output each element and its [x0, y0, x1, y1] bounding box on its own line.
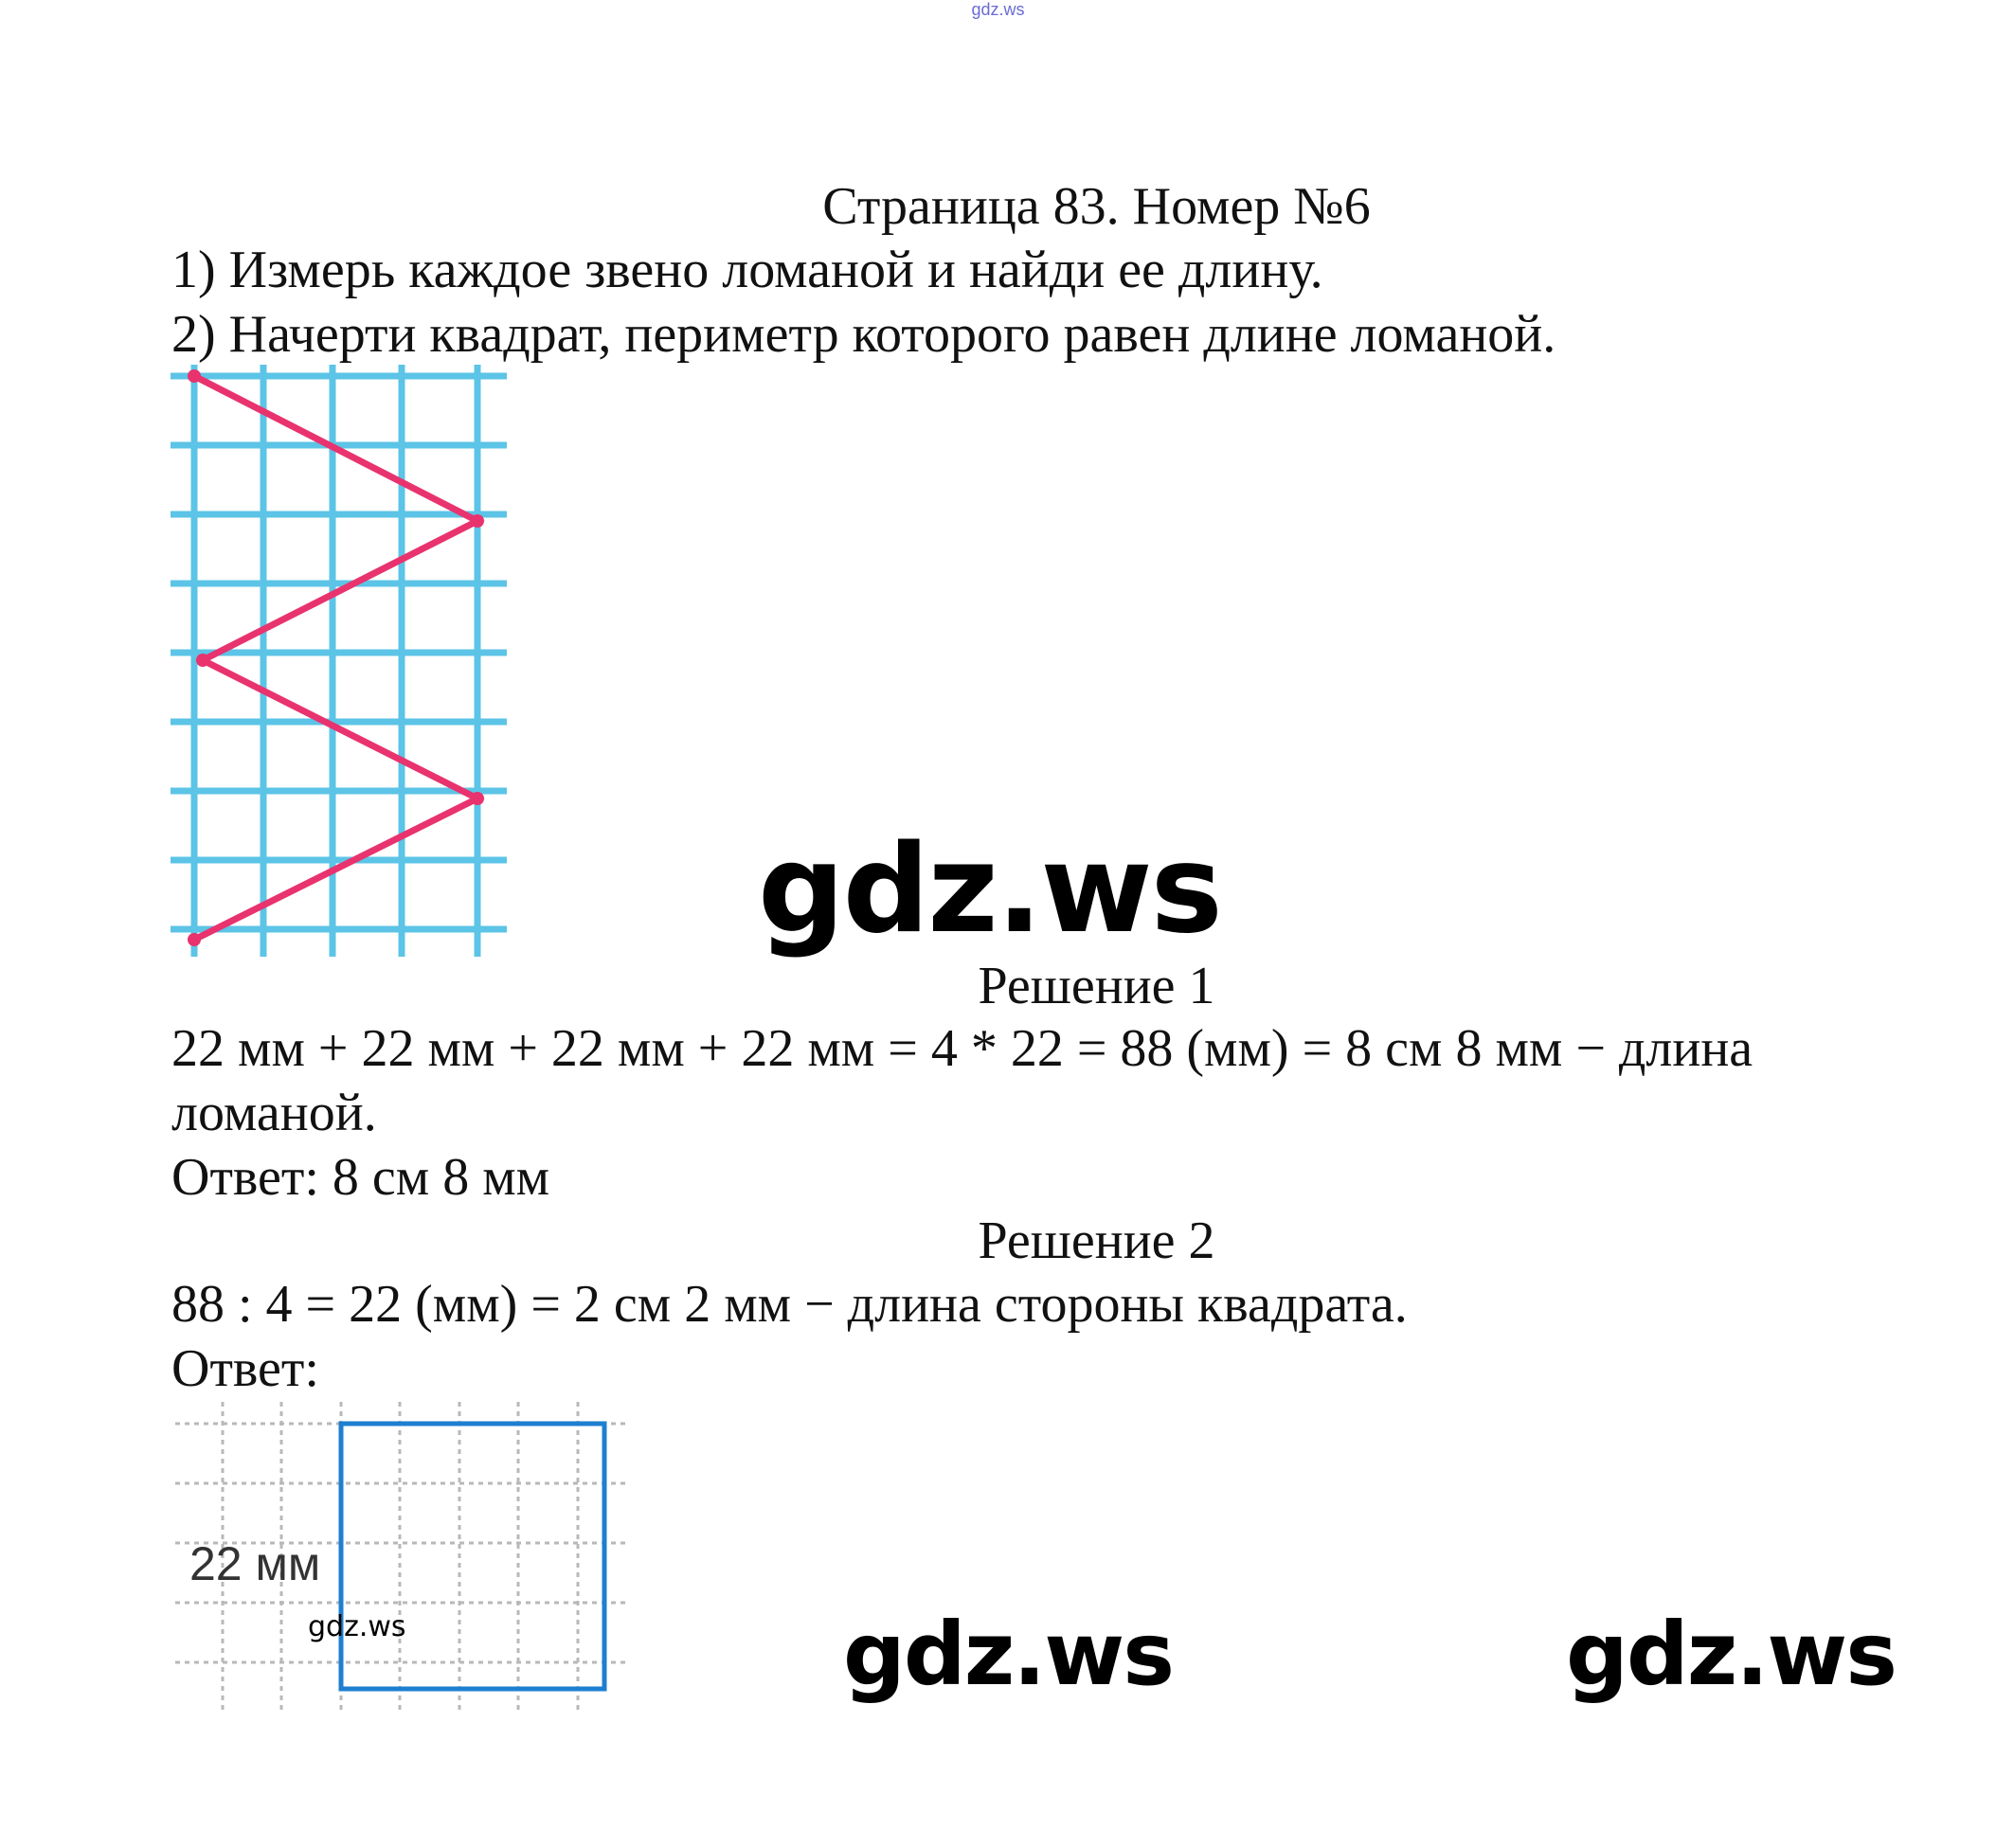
polyline-vertex: [196, 654, 209, 667]
solution-1-line-2: ломаной.: [171, 1084, 377, 1142]
top-watermark: gdz.ws: [971, 0, 1025, 19]
answer-square: [341, 1424, 604, 1689]
solution-1-heading: Решение 1: [978, 957, 1215, 1015]
figure-watermark: gdz.ws: [308, 1610, 406, 1643]
bottom-right-watermark: gdz.ws: [1566, 1604, 1896, 1705]
task-item-2: 2) Начерти квадрат, периметр которого равен длине ломаной.: [171, 305, 1556, 364]
solution-1-answer: Ответ: 8 см 8 мм: [171, 1148, 550, 1207]
polyline-vertex: [188, 369, 201, 383]
polyline-figure: [171, 365, 512, 957]
square-side-label: 22 мм: [189, 1537, 321, 1590]
page-title: Страница 83. Номер №6: [822, 177, 1371, 236]
task-item-1: 1) Измерь каждое звено ломаной и найди ее длину.: [171, 241, 1323, 299]
polyline-vertex: [471, 514, 484, 528]
center-watermark: gdz.ws: [758, 819, 1221, 960]
solution-2-line-1: 88 : 4 = 22 (мм) = 2 см 2 мм − длина стороны квадрата.: [171, 1275, 1408, 1334]
solution-1-line-1: 22 мм + 22 мм + 22 мм + 22 мм = 4 * 22 = 88 (мм) = 8 см 8 мм − длина: [171, 1019, 1753, 1078]
solution-2-heading: Решение 2: [978, 1211, 1215, 1270]
polyline-vertex: [471, 792, 484, 805]
polyline-vertex: [188, 933, 201, 946]
bottom-middle-watermark: gdz.ws: [843, 1604, 1173, 1705]
solution-2-answer: Ответ:: [171, 1339, 319, 1398]
